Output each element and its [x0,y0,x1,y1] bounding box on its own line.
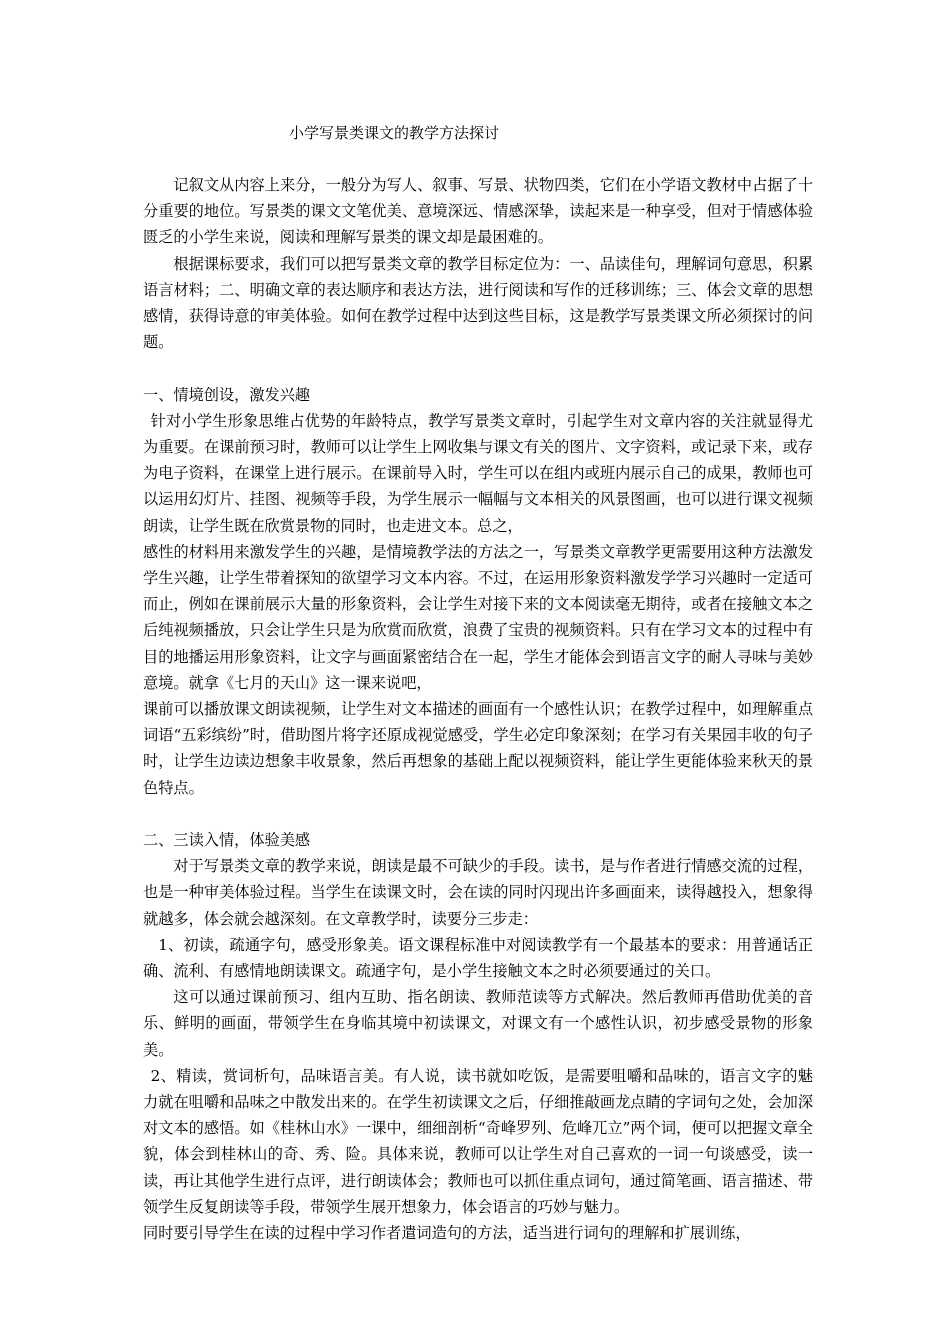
section-2-heading: 二、三读入情，体验美感 [143,831,311,850]
section-1-paragraph-1: 针对小学生形象思维占优势的年龄特点，教学写景类文章时，引起学生对文章内容的关注就显得尤为重要。在课前预习时，教师可以让学生上网收集与课文有关的图片、文字资料，或记录下来，或存为电子资料，在课堂上进行展示。在课前导入时，学生可以在组内或班内展示自己的成果，教师也可以运用幻灯片、挂图、视频等手段，为学生展示一幅幅与文本相关的风景图画，也可以进行课文视频朗读，让学生既在欣赏景物的同时，也走进文本。总之， [143,411,813,535]
intro-paragraph-2: 根据课标要求，我们可以把写景类文章的教学目标定位为：一、品读佳句，理解词句意思，积累语言材料；二、明确文章的表达顺序和表达方法，进行阅读和写作的迁移训练；三、体会文章的思想感情，获得诗意的审美体验。如何在教学过程中达到这些目标，这是教学写景类课文所必须探讨的问题。 [143,254,813,352]
document-title: 小学写景类课文的教学方法探讨 [289,124,500,142]
section-1-paragraph-2: 感性的材料用来激发学生的兴趣，是情境教学法的方法之一，写景类文章教学更需要用这种方法激发学生兴趣，让学生带着探知的欲望学习文本内容。不过，在运用形象资料激发学学习兴趣时一定适可而止，例如在课前展示大量的形象资料，会让学生对接下来的文本阅读毫无期待，或者在接触文本之后纯视频播放，只会让学生只是为欣赏而欣赏，浪费了宝贵的视频资料。只有在学习文本的过程中有目的地播运用形象资料，让文字与画面紧密结合在一起，学生才能体会到语言文字的耐人寻味与美妙意境。就拿《七月的天山》这一课来说吧， [143,542,813,692]
section-2-paragraph-1: 对于写景类文章的教学来说，朗读是最不可缺少的手段。读书，是与作者进行情感交流的过程，也是一种审美体验过程。当学生在读课文时，会在读的同时闪现出许多画面来，读得越投入，想象得就越多，体会就会越深刻。在文章教学时，读要分三步走： [143,857,813,928]
section-2-paragraph-2: 1、初读，疏通字句，感受形象美。语文课程标准中对阅读教学有一个最基本的要求：用普通话正确、流利、有感情地朗读课文。疏通字句，是小学生接触文本之时必须要通过的关口。 [143,935,813,981]
blank-line [143,355,813,381]
section-1-heading: 一、情境创设，激发兴趣 [143,385,311,404]
section-2-paragraph-4: 2、精读，赏词析句，品味语言美。有人说，读书就如吃饭，是需要咀嚼和品味的，语言文字的魅力就在咀嚼和品味之中散发出来的。在学生初读课文之后，仔细推敲画龙点睛的字词句之处，会加深对文本的感悟。如《桂林山水》一课中，细细剖析“奇峰罗列、危峰兀立”两个词，便可以把握文章全貌，体会到桂林山的奇、秀、险。具体来说，教师可以让学生对自己喜欢的一词一句谈感受，读一读，再让其他学生进行点评，进行朗读体会；教师也可以抓住重点词句，通过简笔画、语言描述、带领学生反复朗读等手段，带领学生展开想象力，体会语言的巧妙与魅力。 [143,1066,813,1216]
section-2-paragraph-3: 这可以通过课前预习、组内互助、指名朗读、教师范读等方式解决。然后教师再借助优美的音乐、鲜明的画面，带领学生在身临其境中初读课文，对课文有一个感性认识，初步感受景物的形象美。 [143,988,813,1059]
section-1-paragraph-3: 课前可以播放课文朗读视频，让学生对文本描述的画面有一个感性认识；在教学过程中，如理解重点词语“五彩缤纷”时，借助图片将字还原成视觉感受，学生必定印象深刻；在学习有关果园丰收的句子时，让学生边读边想象丰收景象，然后再想象的基础上配以视频资料，能让学生更能体验来秋天的景色特点。 [143,700,813,797]
document-body [143,172,813,1246]
intro-paragraph-1: 记叙文从内容上来分，一般分为写人、叙事、写景、状物四类，它们在小学语文教材中占据了十分重要的地位。写景类的课文文笔优美、意境深远、情感深挚，读起来是一种享受，但对于情感体验匮乏的小学生来说，阅读和理解写景类的课文却是最困难的。 [143,176,813,247]
blank-line [143,801,813,827]
section-2-paragraph-5: 同时要引导学生在读的过程中学习作者遣词造句的方法，适当进行词句的理解和扩展训练， [143,1224,751,1243]
